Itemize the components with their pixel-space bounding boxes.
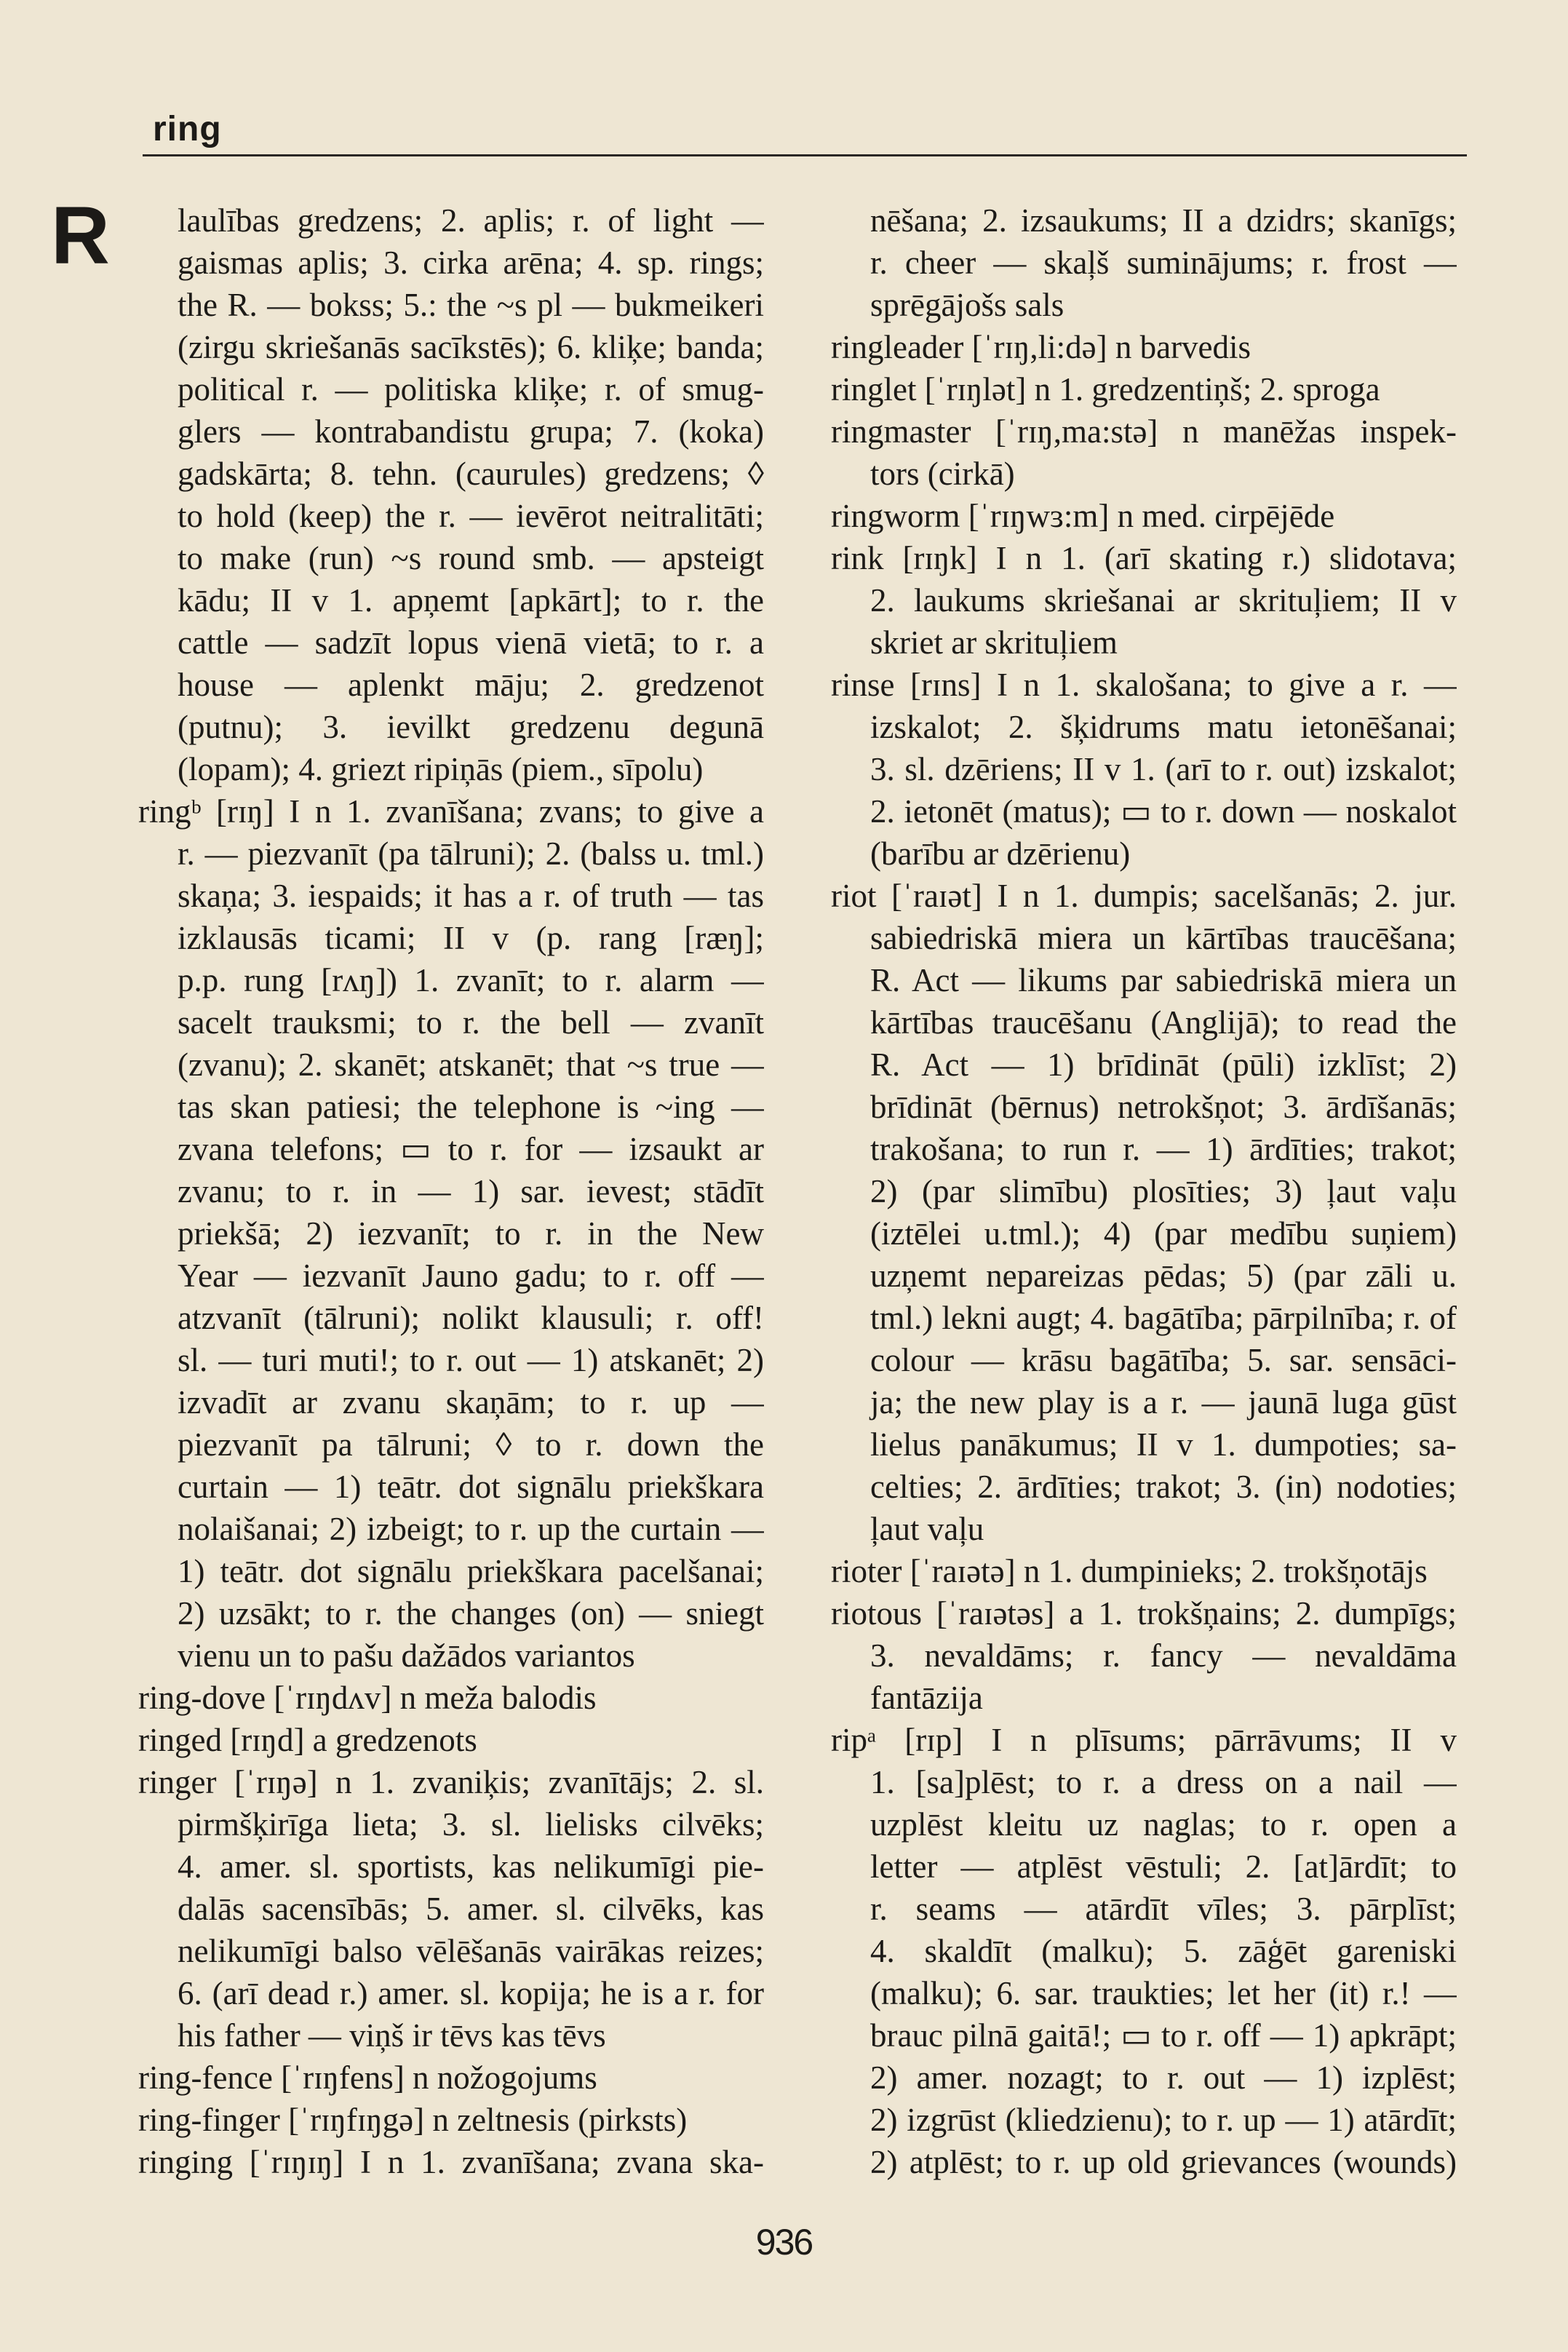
entry-line: tors (cirkā) xyxy=(870,456,1015,492)
entry-line: Year — iezvanīt Jauno gadu; to r. off — xyxy=(178,1258,764,1294)
entry-headline: ripᵃ [rɪp] I n plīsums; pārrāvums; II v xyxy=(831,1722,1457,1758)
entry-line: sl. — turi muti!; to r. out — 1) atskanēt; 2) xyxy=(178,1342,764,1378)
entry-line: 2) atplēst; to r. up old grievances (wounds) xyxy=(870,2144,1457,2180)
entry-line: zvanu; to r. in — 1) sar. ievest; stādīt xyxy=(178,1173,764,1209)
entry-headline: ring-finger [ˈrɪŋfɪŋgə] n zeltnesis (pirksts) xyxy=(138,2102,688,2138)
entry-line: colour — krāsu bagātība; 5. sar. sensāci- xyxy=(870,1342,1457,1378)
entry-line: (zirgu skriešanās sacīkstēs); 6. kliķe; banda; xyxy=(178,329,764,365)
entry-line: brīdināt (bērnus) netrokšņot; 3. ārdīšanās; xyxy=(870,1089,1457,1125)
entry-line: 1) teātr. dot signālu priekškara pacelšanai; xyxy=(178,1553,764,1589)
entry-line: nelikumīgi balso vēlēšanās vairākas reizes; xyxy=(178,1933,764,1969)
entry-line: priekšā; 2) iezvanīt; to r. in the New xyxy=(178,1215,764,1252)
entry-headline: rink [rɪŋk] I n 1. (arī skating r.) slidotava; xyxy=(831,540,1457,576)
entry-line: sprēgājošs sals xyxy=(870,287,1064,323)
entry-line: sabiedriskā miera un kārtības traucēšana; xyxy=(870,920,1457,956)
entry-line: tas skan patiesi; the telephone is ~ing — xyxy=(178,1089,764,1125)
entry-line: 3. nevaldāms; r. fancy — nevaldāma xyxy=(870,1637,1457,1674)
entry-line: 2) (par slimību) plosīties; 3) ļaut vaļu xyxy=(870,1173,1457,1209)
entry-line: zvana telefons; ▭ to r. for — izsaukt ar xyxy=(178,1131,764,1167)
entry-line: ja; the new play is a r. — jaunā luga gūst xyxy=(870,1384,1457,1421)
entry-line: (iztēlei u.tml.); 4) (par medību suņiem) xyxy=(870,1215,1457,1252)
entry-line: (zvanu); 2. skanēt; atskanēt; that ~s true — xyxy=(178,1046,764,1083)
entry-line: pirmšķirīga lieta; 3. sl. lielisks cilvēks; xyxy=(178,1806,764,1843)
entry-line: vienu un to pašu dažādos variantos xyxy=(178,1637,635,1674)
entry-line: letter — atplēst vēstuli; 2. [at]ārdīt; to xyxy=(870,1848,1457,1885)
entry-line: gadskārta; 8. tehn. (caurules) gredzens; ◊ xyxy=(178,456,764,492)
entry-headline: ringer [ˈrɪŋə] n 1. zvaniķis; zvanītājs; 2. sl. xyxy=(138,1764,764,1800)
entry-line: kādu; II v 1. apņemt [apkārt]; to r. the xyxy=(178,582,764,619)
entry-line: 2. laukums skriešanai ar skrituļiem; II v xyxy=(870,582,1457,619)
entry-line: to hold (keep) the r. — ievērot neitralitāti; xyxy=(178,498,764,534)
entry-line: to make (run) ~s round smb. — apsteigt xyxy=(178,540,764,576)
entry-headline: riot [ˈraɪət] I n 1. dumpis; sacelšanās; 2. jur. xyxy=(831,878,1457,914)
entry-headline: ring-dove [ˈrɪŋdʌv] n meža balodis xyxy=(138,1680,597,1716)
entry-line: house — aplenkt māju; 2. gredzenot xyxy=(178,667,764,703)
entry-line: laulības gredzens; 2. aplis; r. of light — xyxy=(178,202,764,239)
entry-headline: ringed [rɪŋd] a gredzenots xyxy=(138,1722,477,1758)
entry-line: gaismas aplis; 3. cirka arēna; 4. sp. rings; xyxy=(178,245,764,281)
entry-headline: ringᵇ [rɪŋ] I n 1. zvanīšana; zvans; to give a xyxy=(138,793,764,830)
entry-line: cattle — sadzīt lopus vienā vietā; to r. a xyxy=(178,624,764,661)
entry-line: nolaišanai; 2) izbeigt; to r. up the curtain — xyxy=(178,1511,764,1547)
entry-line: (putnu); 3. ievilkt gredzenu degunā xyxy=(178,709,764,745)
entry-headline: ringmaster [ˈrɪŋ,ma:stə] n manēžas inspek- xyxy=(831,413,1457,450)
entry-line: 1. [sa]plēst; to r. a dress on a nail — xyxy=(870,1764,1457,1800)
running-head: ring xyxy=(153,110,222,148)
entry-line: trakošana; to run r. — 1) ārdīties; trakot; xyxy=(870,1131,1457,1167)
entry-line: r. — piezvanīt (pa tālruni); 2. (balss u. tml.) xyxy=(178,835,764,872)
entry-line: (lopam); 4. griezt ripiņās (piem., sīpolu) xyxy=(178,751,704,787)
entry-line: skriet ar skrituļiem xyxy=(870,624,1118,661)
entry-headline: ringworm [ˈrɪŋwɜ:m] n med. cirpējēde xyxy=(831,498,1335,534)
entry-line: r. cheer — skaļš suminājums; r. frost — xyxy=(870,245,1457,281)
entry-line: r. seams — atārdīt vīles; 3. pārplīst; xyxy=(870,1891,1457,1927)
entry-headline: rinse [rɪns] I n 1. skalošana; to give a r. — xyxy=(831,667,1457,703)
entry-line: uzņemt nepareizas pēdas; 5) (par zāli u. xyxy=(870,1258,1457,1294)
entry-line: (barību ar dzērienu) xyxy=(870,835,1131,872)
entry-line: R. Act — likums par sabiedriskā miera un xyxy=(870,962,1457,998)
entry-headline: ringlet [ˈrɪŋlət] n 1. gredzentiņš; 2. sproga xyxy=(831,371,1380,408)
entry-headline: rioter [ˈraɪətə] n 1. dumpinieks; 2. trokšņotājs xyxy=(831,1553,1428,1589)
entry-line: tml.) lekni augt; 4. bagātība; pārpilnība; r. of xyxy=(870,1300,1457,1336)
entry-headline: ringleader [ˈrɪŋ,li:də] n barvedis xyxy=(831,329,1251,365)
entry-line: 2) amer. nozagt; to r. out — 1) izplēst; xyxy=(870,2059,1457,2096)
entry-line: brauc pilnā gaitā!; ▭ to r. off — 1) apkrāpt; xyxy=(870,2017,1457,2054)
right-column xyxy=(831,199,1457,2183)
entry-line: the R. — bokss; 5.: the ~s pl — bukmeikeri xyxy=(178,287,764,323)
left-column xyxy=(138,199,764,2183)
entry-line: lielus panākumus; II v 1. dumpoties; sa- xyxy=(870,1426,1457,1463)
entry-line: fantāzija xyxy=(870,1680,983,1716)
entry-line: R. Act — 1) brīdināt (pūli) izklīst; 2) xyxy=(870,1046,1457,1083)
entry-line: 2. ietonēt (matus); ▭ to r. down — noskalot xyxy=(870,793,1457,830)
entry-line: 6. (arī dead r.) amer. sl. kopija; he is a r. for xyxy=(178,1975,764,2011)
entry-line: glers — kontrabandistu grupa; 7. (koka) xyxy=(178,413,764,450)
entry-line: izklausās ticami; II v (p. rang [ræŋ]; xyxy=(178,920,764,956)
entry-line: izvadīt ar zvanu skaņām; to r. up — xyxy=(178,1384,764,1421)
entry-headline: ringing [ˈrɪŋɪŋ] I n 1. zvanīšana; zvana ska- xyxy=(138,2144,764,2180)
page-number: 936 xyxy=(755,2222,813,2262)
entry-line: (malku); 6. sar. traukties; let her (it) r.! — xyxy=(870,1975,1457,2011)
entry-line: his father — viņš ir tēvs kas tēvs xyxy=(178,2017,606,2054)
entry-line: nēšana; 2. izsaukums; II a dzidrs; skanīgs; xyxy=(870,202,1457,239)
entry-line: celties; 2. ārdīties; trakot; 3. (in) nodoties; xyxy=(870,1469,1457,1505)
entry-line: 4. amer. sl. sportists, kas nelikumīgi pie- xyxy=(178,1848,764,1885)
entry-line: dalās sacensībās; 5. amer. sl. cilvēks, kas xyxy=(178,1891,764,1927)
entry-line: skaņa; 3. iespaids; it has a r. of truth — tas xyxy=(178,878,764,914)
entry-line: curtain — 1) teātr. dot signālu priekškara xyxy=(178,1469,764,1505)
entry-line: 2) uzsākt; to r. the changes (on) — sniegt xyxy=(178,1595,764,1632)
header-rule xyxy=(143,154,1467,156)
thumb-index-letter: R xyxy=(51,190,110,281)
entry-line: ļaut vaļu xyxy=(870,1511,984,1547)
entry-headline: riotous [ˈraɪətəs] a 1. trokšņains; 2. dumpīgs; xyxy=(831,1595,1457,1632)
entry-headline: ring-fence [ˈrɪŋfens] n nožogojums xyxy=(138,2059,597,2096)
entry-line: 3. sl. dzēriens; II v 1. (arī to r. out) izskalot; xyxy=(870,751,1457,787)
entry-line: 2) izgrūst (kliedzienu); to r. up — 1) atārdīt; xyxy=(870,2102,1457,2138)
entry-line: izskalot; 2. šķidrums matu ietonēšanai; xyxy=(870,709,1457,745)
entry-line: piezvanīt pa tālruni; ◊ to r. down the xyxy=(178,1426,764,1463)
entry-line: sacelt trauksmi; to r. the bell — zvanīt xyxy=(178,1004,764,1041)
entry-line: uzplēst kleitu uz naglas; to r. open a xyxy=(870,1806,1457,1843)
entry-line: 4. skaldīt (malku); 5. zāģēt gareniski xyxy=(870,1933,1457,1969)
entry-line: political r. — politiska kliķe; r. of smug- xyxy=(178,371,764,408)
entry-line: atzvanīt (tālruni); nolikt klausuli; r. off! xyxy=(178,1300,764,1336)
entry-line: p.p. rung [rʌŋ]) 1. zvanīt; to r. alarm — xyxy=(178,962,764,998)
entry-line: kārtības traucēšanu (Anglijā); to read the xyxy=(870,1004,1457,1041)
